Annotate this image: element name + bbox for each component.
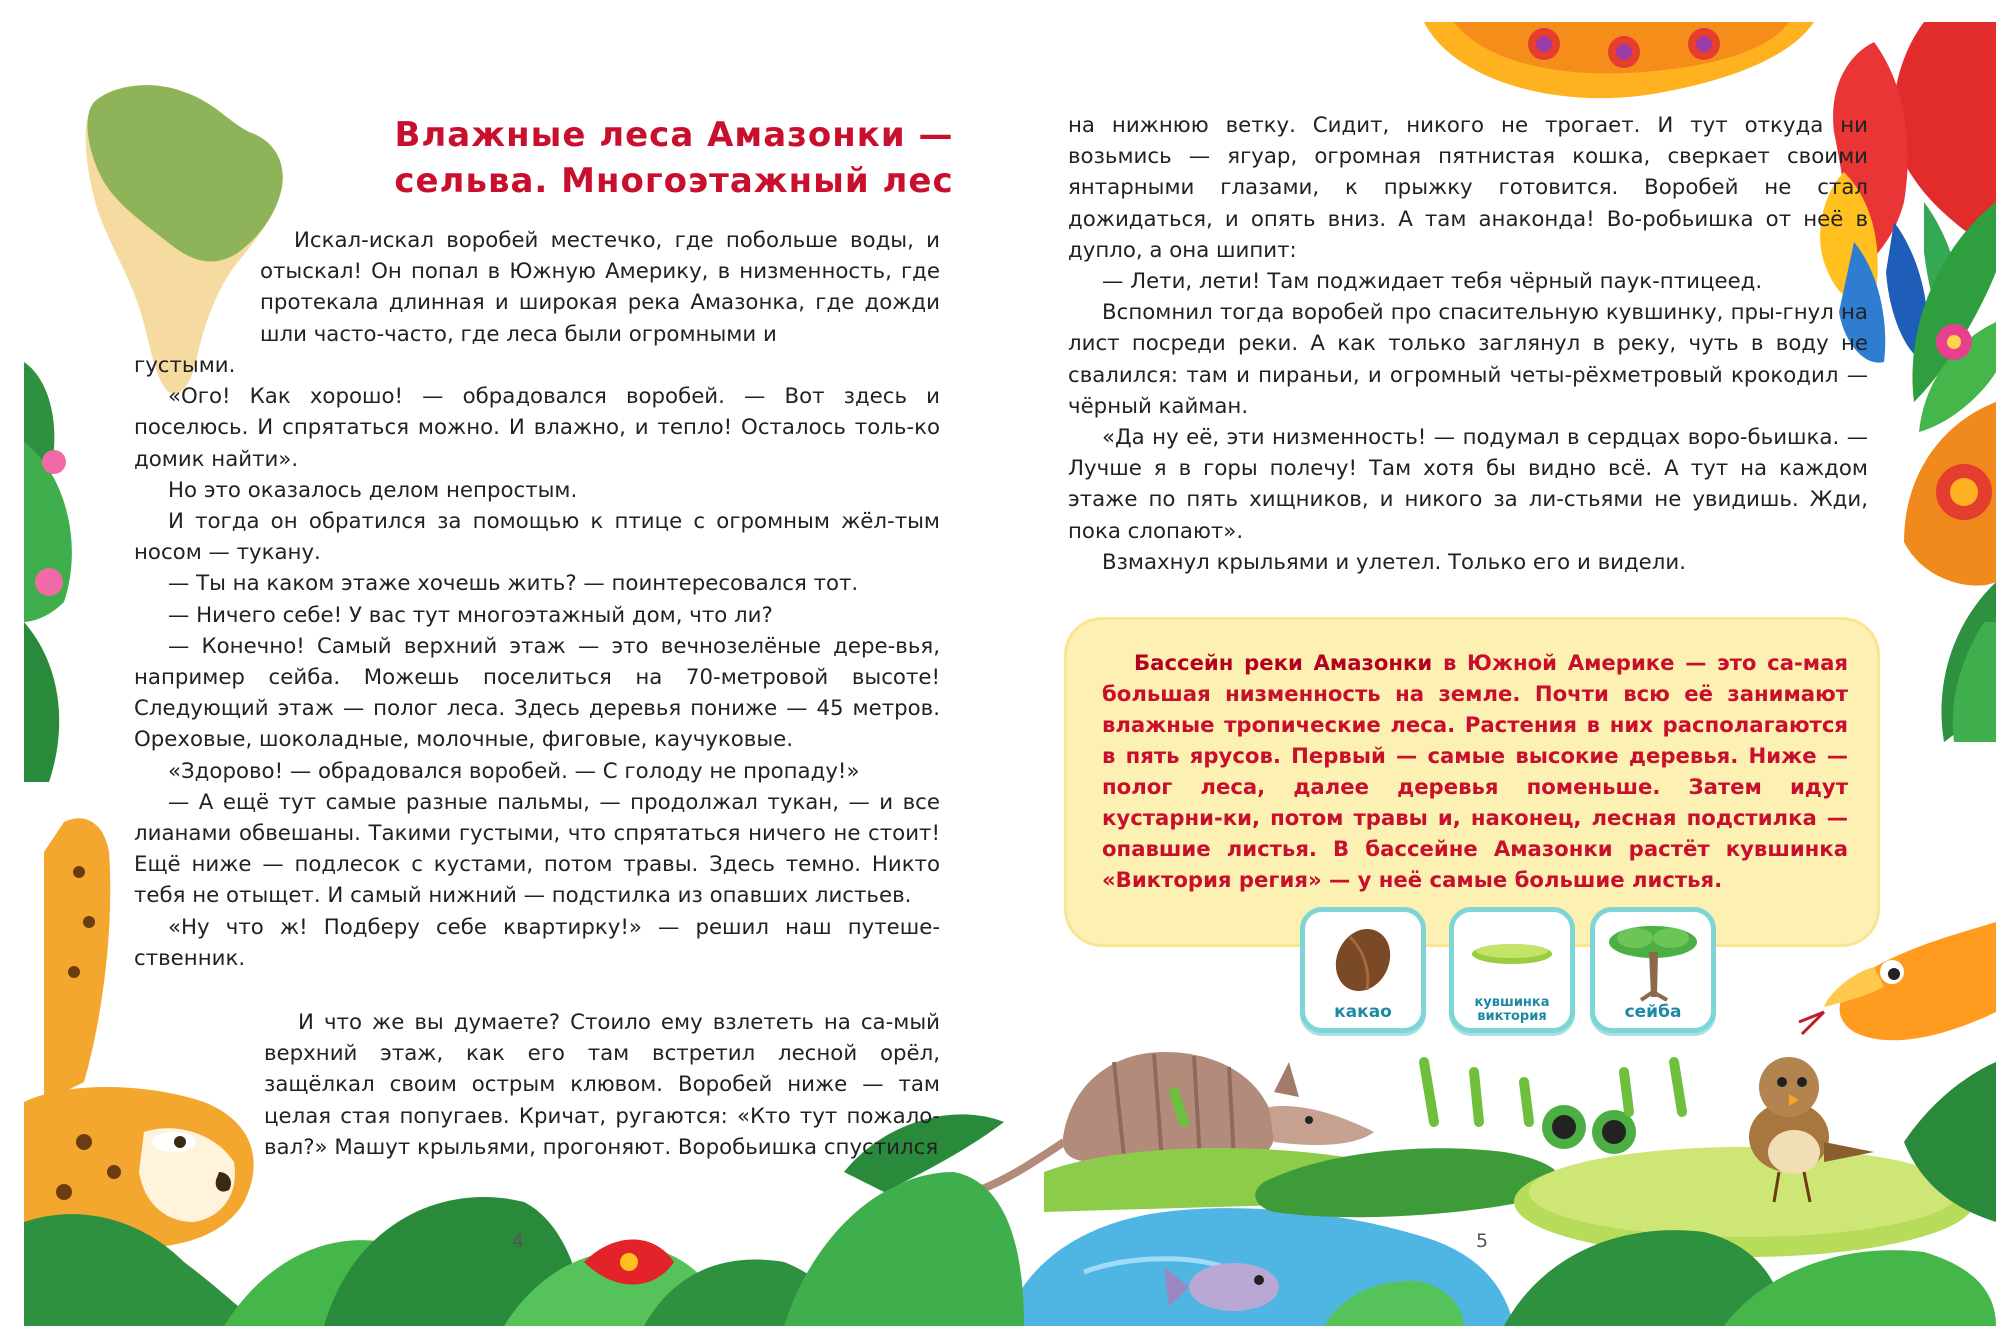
card-cocoa	[1300, 907, 1426, 1033]
story-closing-left	[264, 1007, 940, 1163]
page-title-line-1: Влажные леса Амазонки —	[394, 115, 954, 155]
story-paragraph: — Ты на каком этаже хочешь жить? — поинтересовался тот.	[168, 571, 859, 597]
story-paragraph: «Здорово! — обрадовался воробей. — С голоду не пропаду!»	[168, 758, 860, 784]
story-paragraph: И тогда он обратился за помощью к птице с огромным жёл-тым носом — тукану.	[134, 509, 940, 566]
card-victoria-lily	[1449, 907, 1575, 1033]
story-paragraph: — Лети, лети! Там поджидает тебя чёрный паук-птицеед.	[1102, 269, 1763, 295]
left-leaves-icon	[24, 362, 72, 782]
card-ceiba	[1590, 907, 1716, 1033]
card-label: какао	[1334, 1002, 1392, 1022]
story-paragraph: — Конечно! Самый верхний этаж — это вечнозелёные дере-вья, например сейба. Можешь поселиться на 70-метровой высоте! Следующий этаж — полог леса. Здесь деревья пониже — 45 метров. Ореховые, шоколадные, молочные, фиговые, каучуковые.	[134, 633, 940, 753]
story-paragraph: «Да ну её, эти низменность! — подумал в сердцах воро-бьишка. — Лучше я в горы полечу! Там хотя бы видно всё. А тут на каждом этаже по пять хищников, и никого за ли-стьями не увидишь. Жди, пока слопают».	[1068, 425, 1868, 544]
story-paragraph: Но это оказалось делом непростым.	[168, 477, 578, 503]
card-label: кувшинка виктория	[1474, 995, 1550, 1024]
page-title	[324, 112, 1024, 204]
story-column-right	[1068, 110, 1868, 578]
story-paragraph: на нижнюю ветку. Сидит, никого не трогает. И тут откуда ни возьмись — ягуар, огромная пятнистая кошка, сверкает своими янтарными глазами, к прыжку готовится. Воробей не стал дожидаться, и опять вниз. А там анаконда! Во-робьишка от неё в дупло, а она шипит:	[1068, 113, 1868, 263]
info-text	[1102, 647, 1848, 895]
page-title-line-2: сельва. Многоэтажный лес	[394, 161, 954, 201]
story-paragraph: — Ничего себе! У вас тут многоэтажный дом, что ли?	[168, 602, 773, 628]
intro-text: Искал-искал воробей местечко, где побольше воды, и отыскал! Он попал в Южную Америку, в низменность, где протекала длинная и широкая река Амазонка, где дожди шли часто-часто, где леса были огромными и	[260, 228, 940, 347]
info-highlight: Бассейн реки Амазонки	[1134, 650, 1433, 675]
page-number-right: 5	[1476, 1230, 1489, 1252]
story-paragraph: «Ого! Как хорошо! — обрадовался воробей. — Вот здесь и поселюсь. И спрятаться можно. И влажно, и тепло! Осталось толь-ко домик найти».	[134, 384, 940, 472]
intro-paragraph	[260, 225, 940, 350]
story-paragraph: густыми.	[134, 353, 236, 378]
info-body: в Южной Америке — это са-мая большая низменность на земле. Почти всю её занимают влажные тропические леса. Растения в них располагаются в пять ярусов. Первый — самые высокие деревья. Ниже — полог леса, далее деревья поменьше. Затем идут кустарни-ки, потом травы и, наконец, лесная подстилка — опавшие листья. В бассейне Амазонки растёт кувшинка «Виктория регия» — у неё самые большие листья.	[1102, 650, 1849, 892]
story-paragraph: — А ещё тут самые разные пальмы, — продолжал тукан, — и все лианами обвешаны. Такими густыми, что спрятаться ничего не стоит! Ещё ниже — подлесок с кустами, потом травы. Здесь темно. Никто тебя не отыщет. И самый нижний — подстилка из опавших листьев.	[134, 789, 940, 909]
story-paragraph: Взмахнул крыльями и улетел. Только его и видели.	[1102, 549, 1687, 575]
page-number-left: 4	[512, 1230, 525, 1252]
snake-top-icon	[1424, 22, 1814, 98]
story-paragraph: И что же вы думаете? Стоило ему взлететь на са-мый верхний этаж, как его там встретил лесной орёл, защёлкал своим острым клювом. Воробей ниже — там целая стая попугаев. Кричат, ругаются: «Кто тут пожало-вал?» Машут крыльями, прогоняют. Воробьишка спустился	[264, 1010, 940, 1160]
south-america-map-icon	[86, 85, 283, 394]
book-spread	[24, 22, 1996, 1326]
story-column-left	[134, 350, 940, 974]
card-label: сейба	[1624, 1002, 1682, 1022]
story-paragraph: Вспомнил тогда воробей про спасительную кувшинку, пры-гнул на лист посреди реки. А как только заглянул в реку, чуть в воду не свалился: там и пираньи, и огромный четы-рёхметровый крокодил — чёрный кайман.	[1068, 300, 1868, 419]
story-paragraph: «Ну что ж! Подберу себе квартирку!» — решил наш путеше-ственник.	[134, 914, 940, 971]
lily-pad-icon	[1514, 1147, 1974, 1257]
